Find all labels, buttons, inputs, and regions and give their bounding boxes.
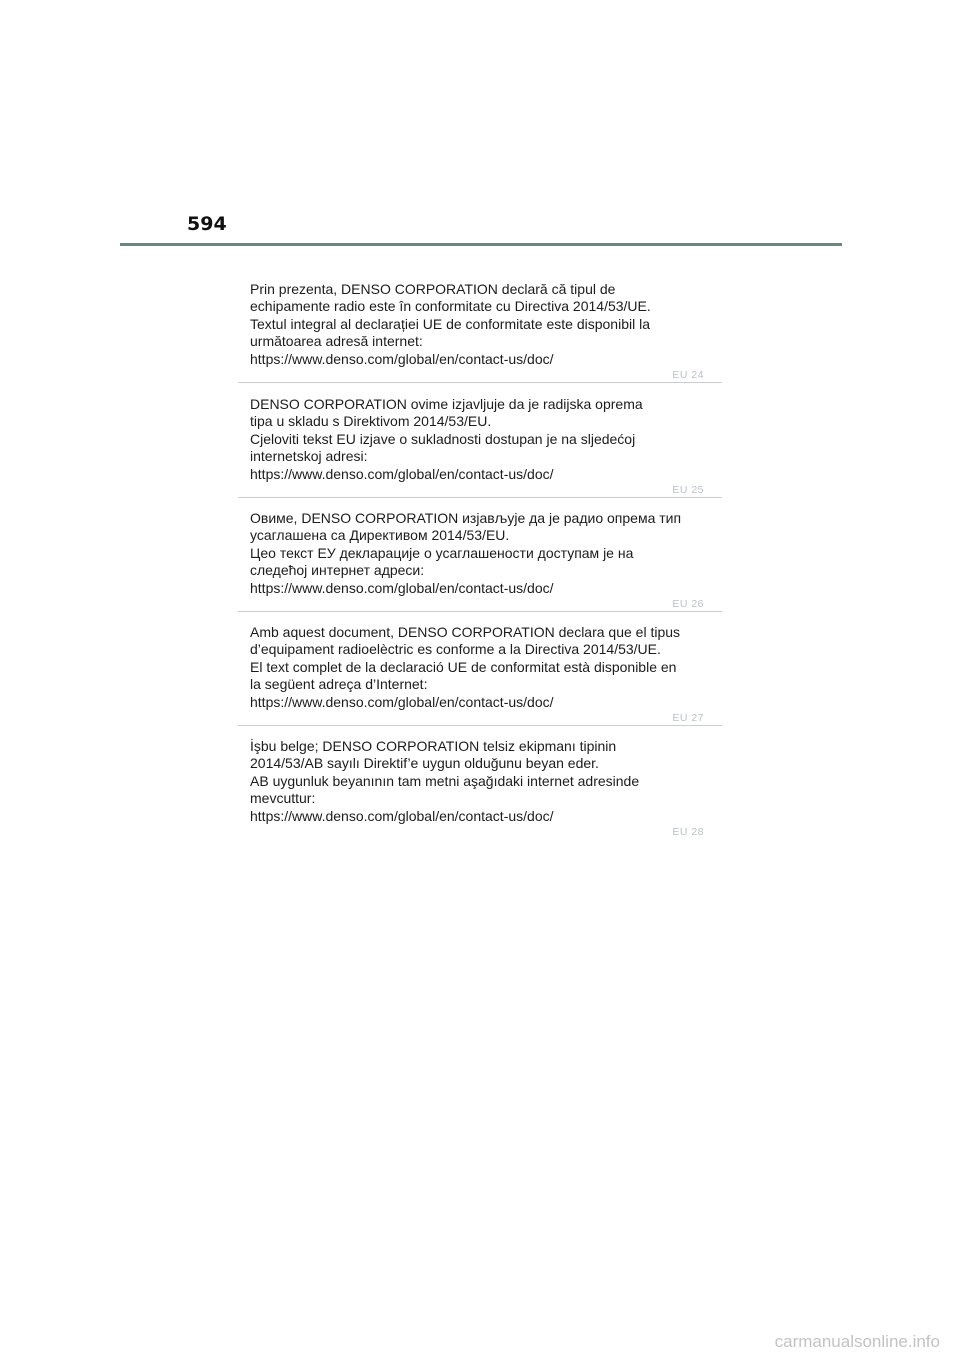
declaration-text: Amb aquest document, DENSO CORPORATION declara que el tipus d’equipament radioelèctric es conforme a la Directiva 2014/53/UE. El text complet de la declaració UE de conformitat està disponible en la següent adreça d’Internet: https://www.denso.com/global/en/contact-us/doc/ — [250, 624, 681, 710]
declaration-text: Prin prezenta, DENSO CORPORATION declară că tipul de echipamente radio este în conformitate cu Directiva 2014/53/UE. Textul integral al declarației UE de conformitate este disponibil la următoarea adresă internet: https://www.denso.com/global/en/contact-us/doc/ — [250, 281, 651, 367]
section-divider — [238, 611, 722, 612]
section-code: EU 24 — [672, 369, 704, 382]
declaration-text: İşbu belge; DENSO CORPORATION telsiz ekipmanı tipinin 2014/53/AB sayılı Direktif’e uygun olduğunu beyan eder. AB uygunluk beyanının tam metni aşağıdaki internet adresinde mevcuttur: https://www.denso.com/global/en/contact-us/doc/ — [250, 738, 640, 824]
section-code: EU 27 — [672, 712, 704, 725]
page-number: 594 — [187, 213, 227, 235]
section-code: EU 28 — [672, 826, 704, 839]
section-divider — [238, 725, 722, 726]
declaration-section-tr — [238, 738, 722, 838]
declaration-section-hr — [238, 396, 722, 498]
section-code: EU 26 — [672, 598, 704, 611]
declaration-text: Овиме, DENSO CORPORATION изјављује да је радио опрема тип усаглашена са Директивом 2014/53/EU. Цео текст ЕУ декларације о усаглашености доступам је на следећој интернет адреси: https://www.denso.com/global/en/contact-us/doc/ — [250, 510, 682, 596]
section-divider — [238, 382, 722, 383]
declaration-section-ca — [238, 624, 722, 726]
declaration-section-sr — [238, 510, 722, 612]
section-divider — [238, 497, 722, 498]
declaration-text: DENSO CORPORATION ovime izjavljuje da je radijska oprema tipa u skladu s Direktivom 2014/53/EU. Cjeloviti tekst EU izjave o sukladnosti dostupan je na sljedećoj internetskoj adresi: https://www.denso.com/global/en/contact-us/doc/ — [250, 396, 643, 482]
section-code: EU 25 — [672, 484, 704, 497]
header-rule — [120, 243, 842, 246]
footer-watermark: carmanualsonline.info — [774, 1332, 940, 1351]
declaration-section-ro — [238, 281, 722, 383]
